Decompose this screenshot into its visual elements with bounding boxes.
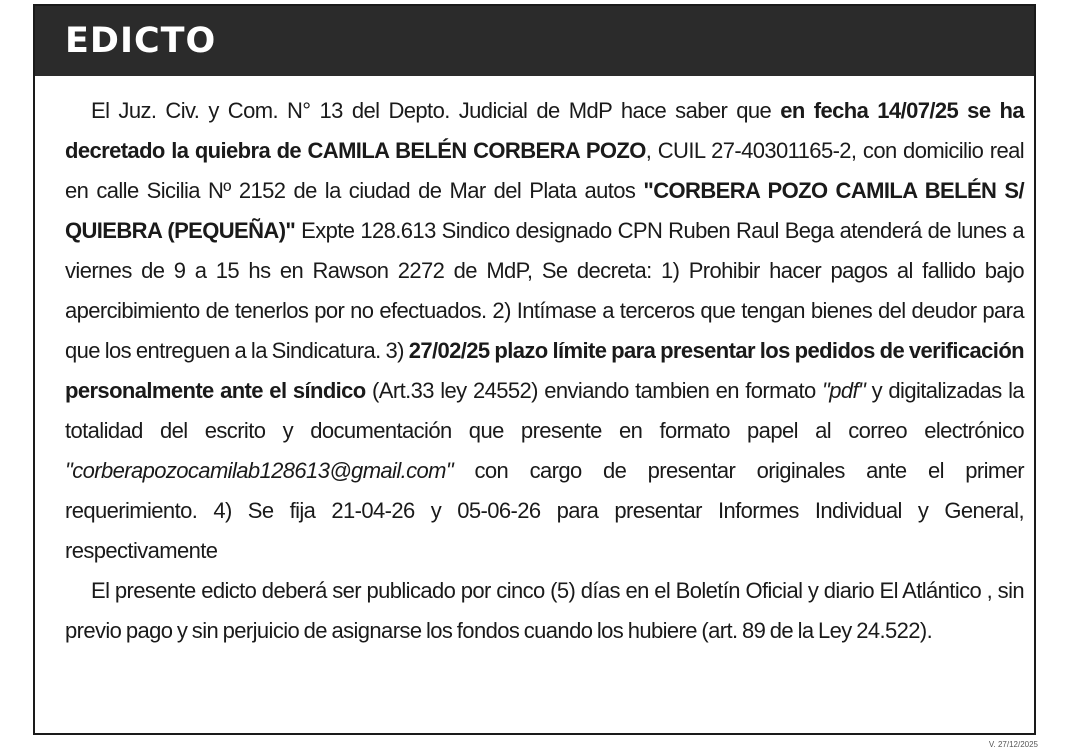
text-trustee-and-orders: Expte 128.613 Sindico designado CPN Ruben Raul Bega atenderá de lunes a viernes de 9 a 15 hs en Rawson 2272 de MdP, Se decreta: 1) Prohibir hacer pagos al fallido bajo apercibimiento de tenerlos por no efectuados. 2) Intímase a terceros que tengan bienes del deudor para que los entreguen a la Sindicatura. 3) bbox=[65, 218, 1024, 363]
text-pdf-format: "pdf" bbox=[822, 378, 866, 403]
text-email-address: "corberapozocamilab128613@gmail.com" bbox=[65, 458, 454, 483]
text-verification-deadline: 27/02/25 plazo límite para presentar los pedidos de verificación personalmente ante el síndico bbox=[65, 338, 1024, 403]
text-bankruptcy-decree: en fecha 14/07/25 se ha decretado la quiebra de CAMILA BELÉN CORBERA POZO bbox=[65, 98, 1024, 163]
edict-body bbox=[65, 91, 1024, 651]
paragraph-1 bbox=[65, 91, 1024, 571]
text-court-intro: El Juz. Civ. y Com. N° 13 del Depto. Judicial de MdP hace saber que bbox=[91, 98, 781, 123]
text-article-reference: (Art.33 ley 24552) enviando tambien en formato bbox=[365, 378, 823, 403]
text-report-dates: con cargo de presentar originales ante el primer requerimiento. 4) Se fija 21-04-26 y 05-06-26 para presentar Informes Individual y General, respectivamente bbox=[65, 458, 1024, 563]
paragraph-2: El presente edicto deberá ser publicado por cinco (5) días en el Boletín Oficial y diario El Atlántico , sin previo pago y sin perjuicio de asignarse los fondos cuando los hubiere (art. 89 de la Ley 24.522). bbox=[65, 578, 1024, 643]
text-debtor-details: , CUIL 27-40301165-2, con domicilio real en calle Sicilia Nº 2152 de la ciudad de Mar del Plata autos bbox=[65, 138, 1024, 203]
edict-box bbox=[33, 4, 1036, 735]
version-label: V. 27/12/2025 bbox=[988, 740, 1038, 749]
header-bar bbox=[35, 6, 1034, 76]
text-case-title: "CORBERA POZO CAMILA BELÉN S/ QUIEBRA (PEQUEÑA)" bbox=[65, 178, 1024, 243]
text-digital-submission: y digitalizadas la totalidad del escrito y documentación que presente en formato papel al correo electrónico bbox=[65, 378, 1024, 443]
page-title: EDICTO bbox=[65, 21, 217, 61]
